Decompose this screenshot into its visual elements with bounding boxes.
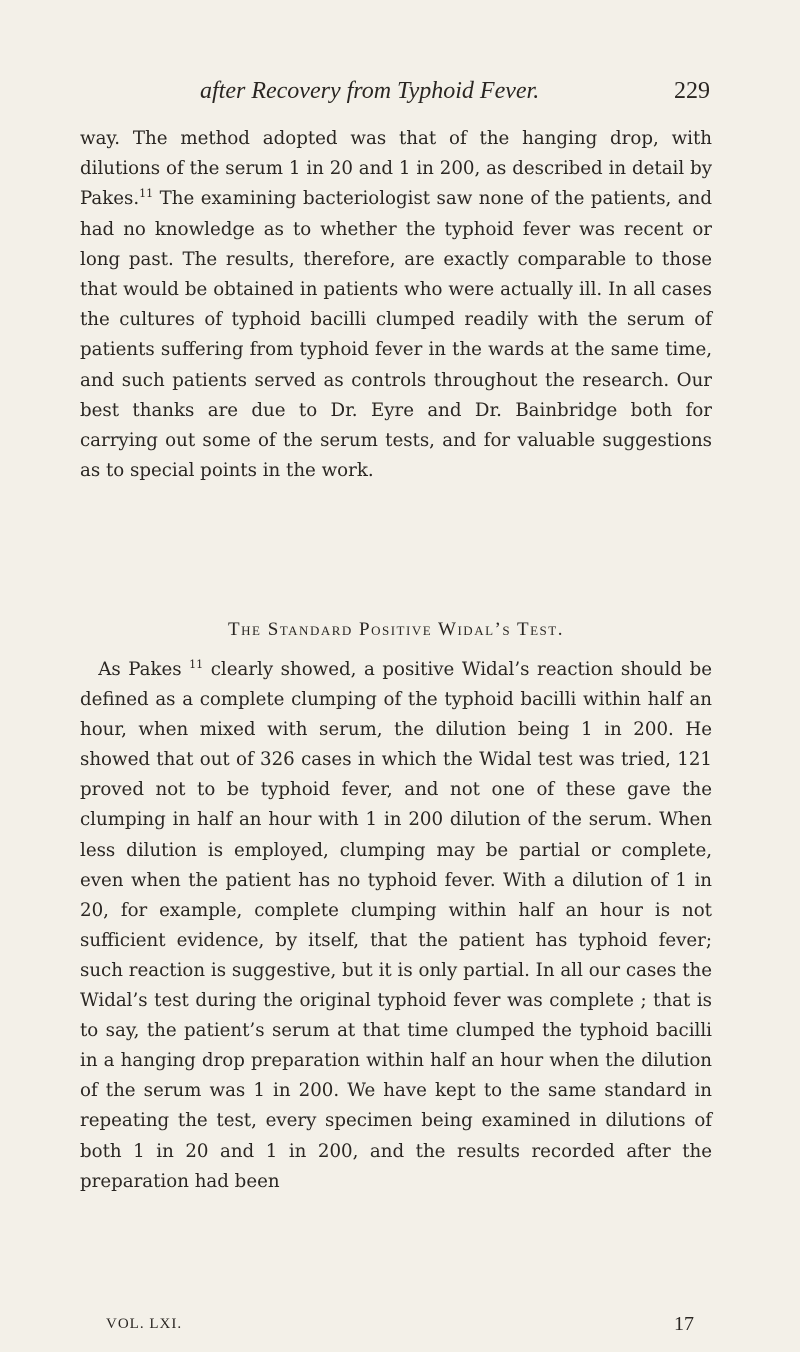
- running-title: after Recovery from Typhoid Fever.: [200, 78, 540, 104]
- page-number: 229: [674, 78, 710, 104]
- volume-label: VOL. LXI.: [106, 1316, 183, 1332]
- section-heading: The Standard Positive Widal’s Test.: [228, 619, 564, 640]
- paragraph-1: [80, 124, 712, 486]
- paragraph-2-text-b: clearly showed, a positive Widal’s reaction should be defined as a complete clumping of the typhoid bacilli within half an hour, when mixed with serum, the dilution being 1 in 200. He showed that out of 326 cases in which the Widal test was tried, 121 proved not to be typhoid fever, and not one of these gave the clumping in half an hour with 1 in 200 dilution of the serum. When less dilution is employed, clumping may be partial or complete, even when the patient has no typhoid fever. With a dilution of 1 in 20, for example, complete clumping within half an hour is not sufficient evidence, by itself, that the patient has typhoid fever; such reaction is suggestive, but it is only partial. In all our cases the Widal’s test during the original typhoid fever was complete ; that is to say, the patient’s serum at that time clumped the typhoid bacilli in a hanging drop preparation within half an hour when the dilution of the serum was 1 in 200. We have kept to the same standard in repeating the test, every specimen being examined in dilutions of both 1 in 20 and 1 in 200, and the results recorded after the preparation had been: [80, 659, 712, 1192]
- footnote-ref: 11: [189, 657, 204, 671]
- page-footer: [80, 1313, 712, 1343]
- paragraph-1-text-a: way. The method adopted was that of the hanging drop, with dilutions of the serum 1 in 20 and 1 in 200, as described in detail by Pakes.: [80, 128, 712, 210]
- paragraph-2: [80, 655, 712, 1197]
- footnote-ref: 11: [139, 187, 154, 201]
- paragraph-1-text-b: The examining bacteriologist saw none of the patients, and had no knowledge as to whether the typhoid fever was recent or long past. The results, therefore, are exactly comparable to those that would be obtained in patients who were actually ill. In all cases the cultures of typhoid bacilli clumped readily with the serum of patients suffering from typhoid fever in the wards at the same time, and such patients served as controls throughout the research. Our best thanks are due to Dr. Eyre and Dr. Bainbridge both for carrying out some of the serum tests, and for valuable suggestions as to special points in the work.: [80, 188, 712, 482]
- signature-mark: 17: [674, 1313, 694, 1335]
- paragraph-2-text-a: As Pakes: [98, 659, 190, 680]
- running-head: [200, 78, 710, 108]
